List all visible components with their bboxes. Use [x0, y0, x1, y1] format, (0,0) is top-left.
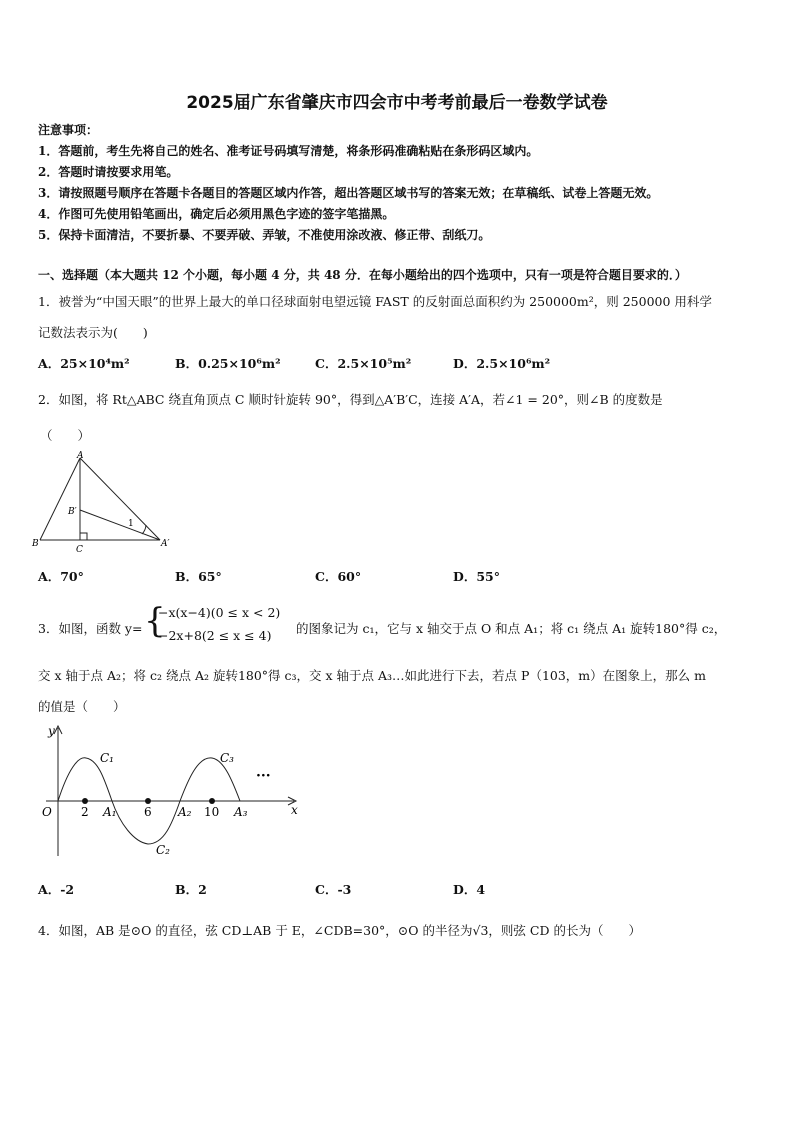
question-3-prefix: 3．如图，函数 y= [38, 621, 143, 636]
q2-option-d: D．55° [453, 569, 500, 584]
notice-item: 4．作图可先使用铅笔画出，确定后必须用黑色字迹的签字笔描黑。 [38, 207, 395, 221]
origin-label: O [42, 805, 52, 819]
page-title: 2025届广东省肇庆市四会市中考考前最后一卷数学试卷 [186, 93, 608, 113]
a2-label: A₂ [178, 805, 192, 819]
q1-option-c: C．2.5×10⁵m² [315, 356, 412, 371]
tick-10: 10 [204, 805, 220, 819]
notice-item: 5．保持卡面清洁，不要折暴、不要弄破、弄皱，不准使用涂改液、修正带、刮纸刀。 [38, 228, 491, 242]
notice-item: 2．答题时请按要求用笔。 [38, 165, 179, 179]
x-axis-label: x [291, 803, 298, 817]
label-b: B [32, 539, 39, 549]
a3-label: A₃ [234, 805, 248, 819]
question-2-text: 2．如图，将 Rt△ABC 绕直角顶点 C 顺时针旋转 90°，得到△A′B′C，连接 A′A，若∠1 = 20°，则∠B 的度数是 [38, 392, 663, 407]
notice-item: 3．请按照题号顺序在答题卡各题目的答题区域内作答，超出答题区域书写的答案无效；在草稿纸、试卷上答题无效。 [38, 186, 659, 200]
q3-option-b: B．2 [175, 882, 207, 897]
piecewise-case-2: −2x+8(2 ≤ x ≤ 4) [158, 628, 272, 643]
c2-label: C₂ [156, 843, 170, 857]
question-2-text: （ ） [40, 428, 91, 443]
notice-item: 1．答题前，考生先将自己的姓名、准考证号码填写清楚，将条形码准确粘贴在条形码区域内。 [38, 144, 539, 158]
tick-2: 2 [81, 805, 89, 819]
a1-label: A₁ [103, 805, 117, 819]
label-b-prime: B′ [68, 507, 77, 517]
label-a-prime: A′ [161, 539, 170, 549]
tick-6: 6 [144, 805, 152, 819]
continuation-dots: ··· [256, 768, 271, 784]
question-1-text: 记数法表示为( ) [38, 325, 148, 340]
q2-option-b: B．65° [175, 569, 222, 584]
c1-label: C₁ [100, 751, 114, 765]
question-4-text: 4．如图，AB 是⊙O 的直径，弦 CD⊥AB 于 E，∠CDB=30°，⊙O 的半径为√3，则弦 CD 的长为（ ） [38, 923, 641, 938]
q1-option-d: D．2.5×10⁶m² [453, 356, 551, 371]
q2-option-a: A．70° [38, 569, 84, 584]
y-axis-label: y [48, 724, 55, 738]
question-1-text: 1．被誉为“中国天眼”的世界上最大的单口径球面射电望远镜 FAST 的反射面总面积约为 250000m²，则 250000 用科学 [38, 294, 712, 309]
q1-option-a: A．25×10⁴m² [38, 356, 130, 371]
q3-option-a: A．-2 [38, 882, 75, 897]
notice-heading: 注意事项： [38, 123, 99, 137]
label-c: C [76, 545, 83, 555]
piecewise-brace: { [144, 601, 166, 641]
q3-graph-figure [36, 720, 306, 862]
question-3-text: 的值是（ ） [38, 699, 126, 714]
section-heading: 一、选择题（本大题共 12 个小题，每小题 4 分，共 48 分．在每小题给出的四个选项中，只有一项是符合题目要求的．） [38, 268, 687, 282]
q2-triangle-figure [30, 448, 180, 558]
c3-label: C₃ [220, 751, 234, 765]
label-a: A [77, 451, 84, 461]
q3-option-d: D．4 [453, 882, 486, 897]
question-3-text: 交 x 轴于点 A₂；将 c₂ 绕点 A₂ 旋转180°得 c₃，交 x 轴于点 A₃…如此进行下去，若点 P（103，m）在图象上，那么 m [38, 668, 706, 683]
q1-option-b: B．0.25×10⁶m² [175, 356, 281, 371]
question-3-text: 的图象记为 c₁，它与 x 轴交于点 O 和点 A₁；将 c₁ 绕点 A₁ 旋转180°得 c₂， [296, 621, 727, 636]
q2-option-c: C．60° [315, 569, 362, 584]
label-angle-1: 1 [128, 519, 134, 529]
q3-option-c: C．-3 [315, 882, 352, 897]
piecewise-case-1: −x(x−4)(0 ≤ x < 2) [158, 605, 281, 620]
